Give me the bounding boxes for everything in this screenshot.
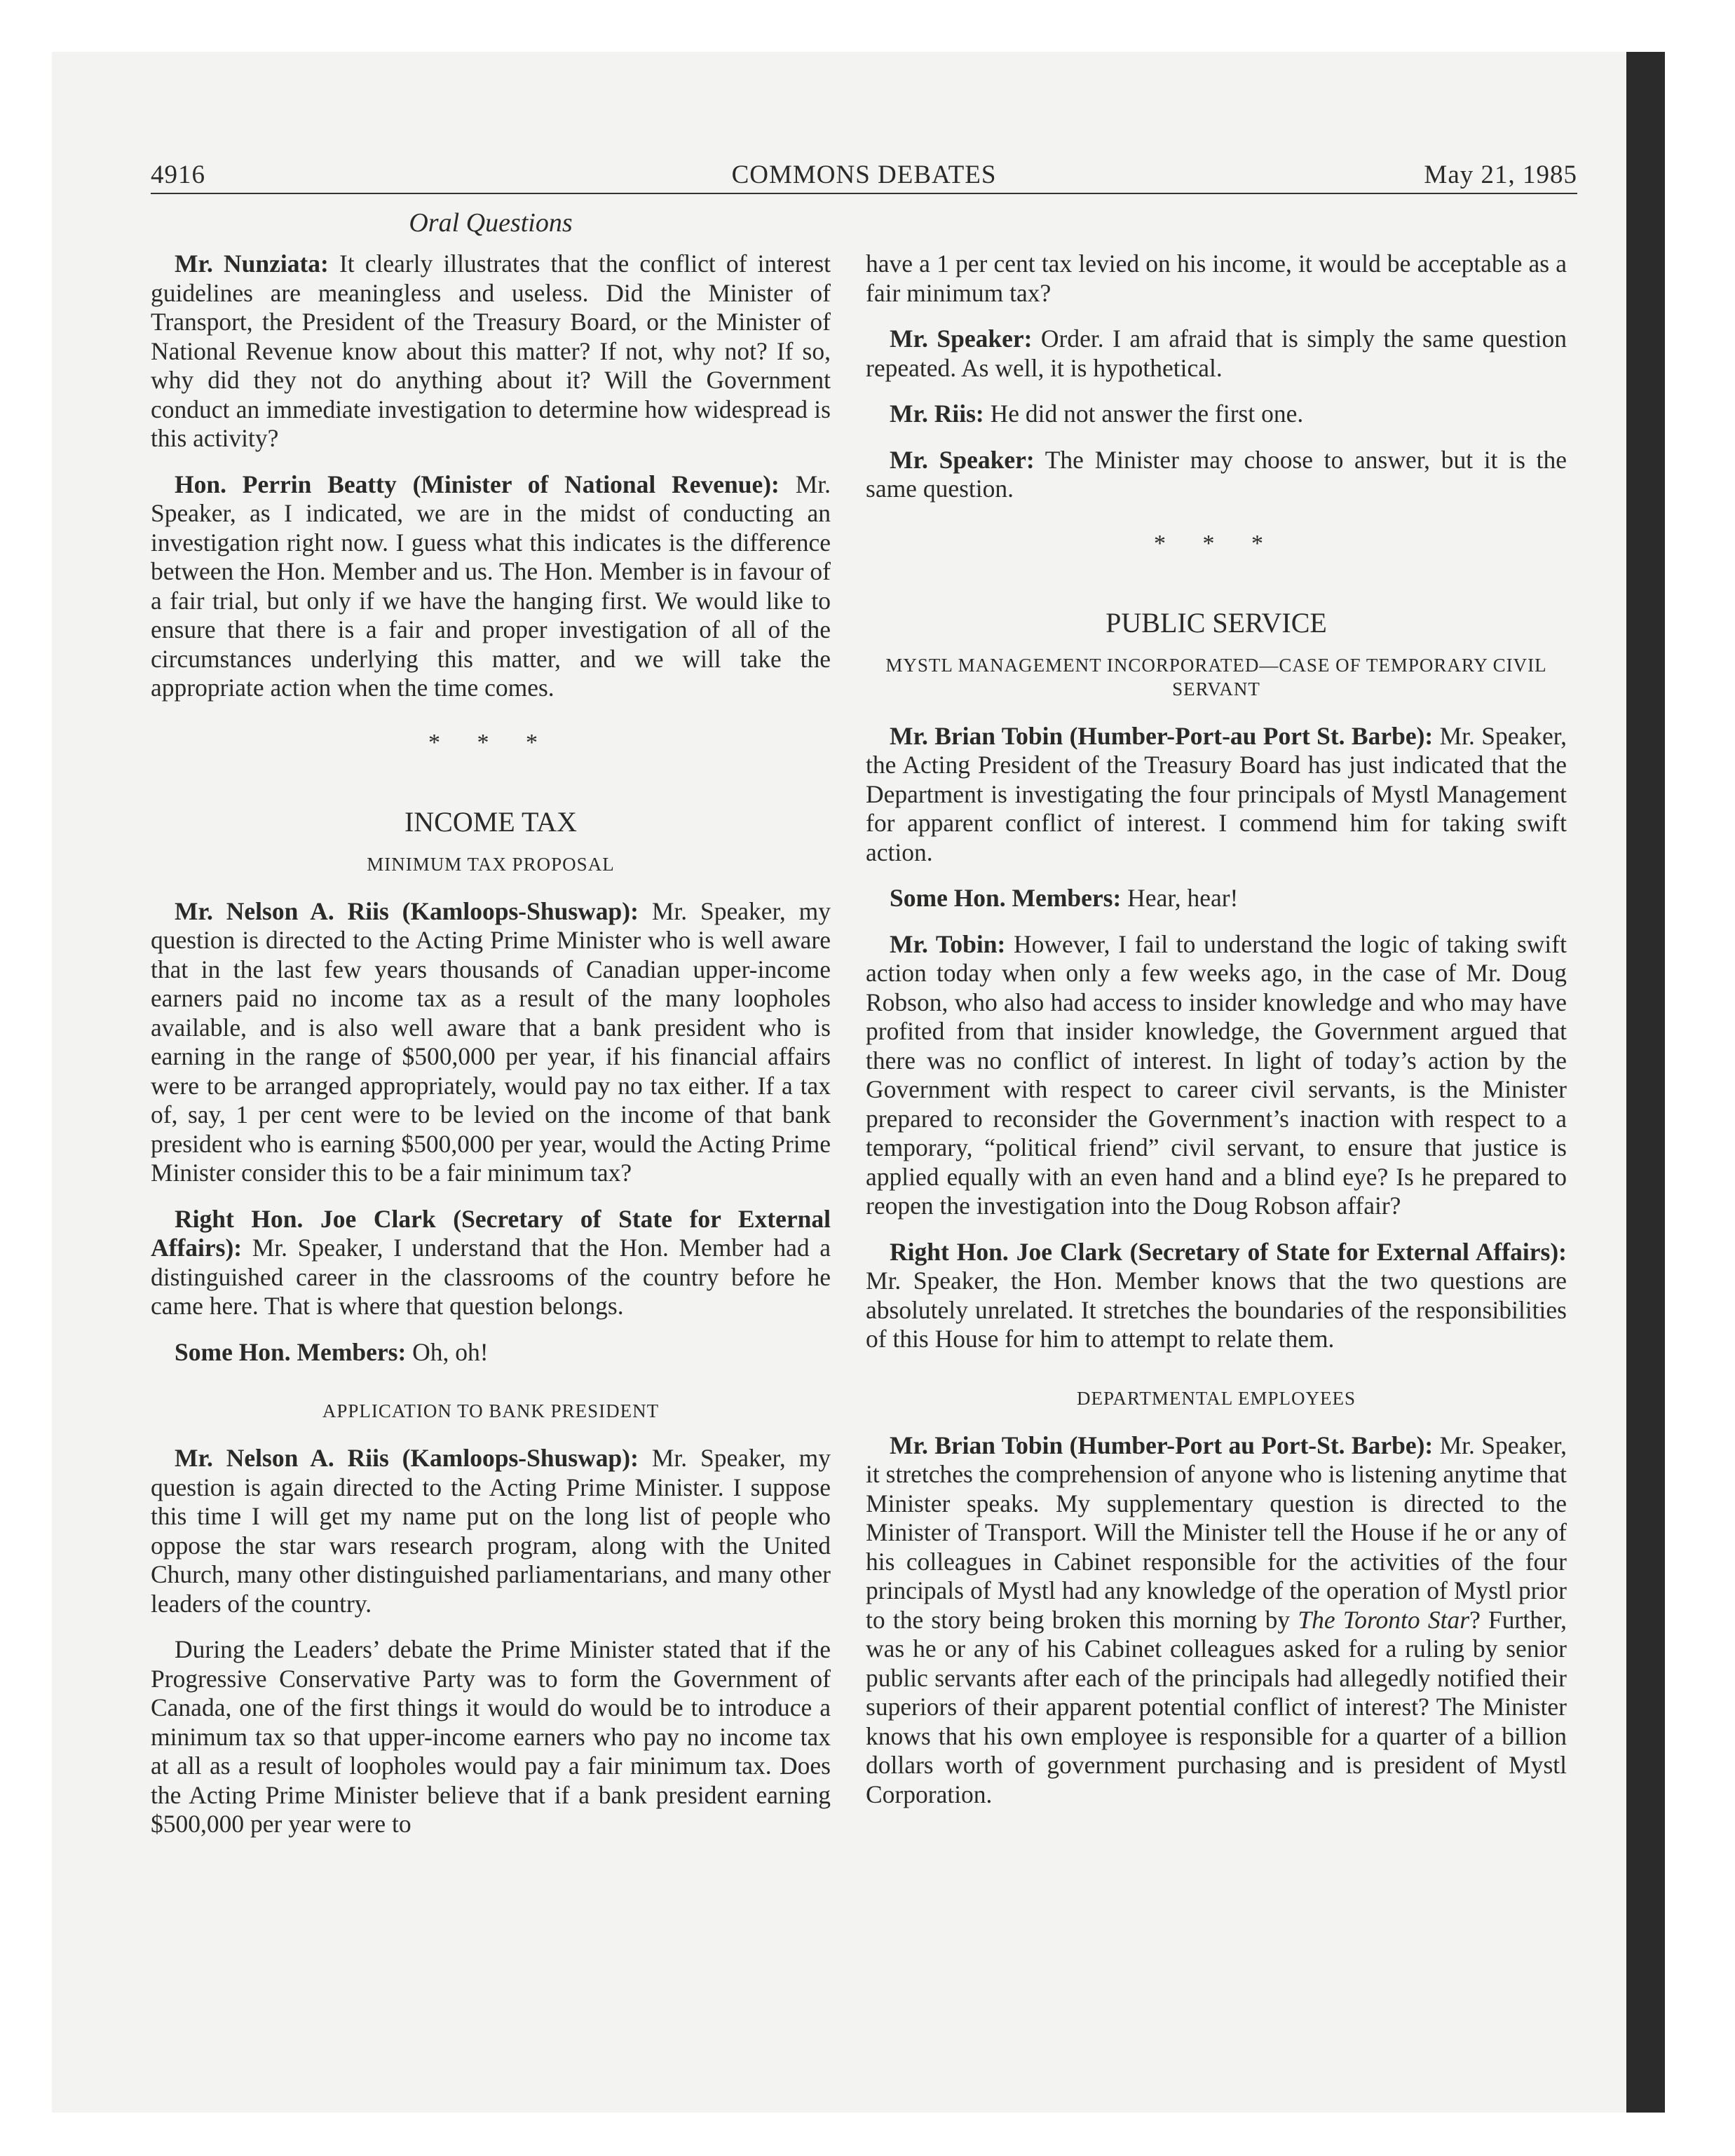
right-column [866, 250, 1567, 1826]
paragraph [866, 400, 1567, 429]
subsection-heading: MINIMUM TAX PROPOSAL [367, 853, 615, 875]
paragraph: During the Leaders’ debate the Prime Minister stated that if the Progressive Conservative Party was to form the Government of Canada, one of the first things it would do would be to introduce a minimum tax so that upper-income earners who pay no income tax at all as a result of loopholes would pay a fair minimum tax. Does the Acting Prime Minister believe that if a bank president earning $500,000 per year were to [151, 1635, 831, 1838]
paragraph-text: He did not answer the first one. [984, 400, 1304, 428]
paragraph-text: Mr. Speaker, my question is directed to the Acting Prime Minister who is well aware that in the last few years thousands of Canadian upper-income earners paid no income tax as a result of the many loopholes available, and is also well aware that a bank president who is earning in the range of $500,000 per year, if his financial affairs were to be arranged appropriately, would pay no tax either. If a tax of, say, 1 per cent were to be levied on the income of that bank president who is earning $500,000 per year, would the Acting Prime Minister consider this to be a fair minimum tax? [151, 896, 831, 1187]
speaker-name: Right Hon. Joe Clark (Secretary of State for External Affairs): [151, 1204, 831, 1262]
header-rule [151, 193, 1577, 194]
paragraph-text: Mr. Speaker, the Acting President of the Treasury Board has just indicated that the Department is investigating the four principals of Mystl Management for apparent conflict of interest. I commend him for taking swift action. [866, 721, 1567, 866]
paragraph-text: Mr. Speaker, I understand that the Hon. Member had a distinguished career in the classrooms of the country before he came here. That is where that question belongs. [151, 1234, 831, 1320]
speaker-name: Some Hon. Members: [890, 884, 1122, 912]
paragraph-text: Mr. Speaker, as I indicated, we are in the midst of conducting an investigation right now. I guess what this indicates is the difference between the Hon. Member and us. The Hon. Member is in favour of a fair trial, but only if we have the hanging first. We would like to ensure that there is a fair and proper investigation of all of the circumstances underlying this matter, and we will take the appropriate action when the time comes. [151, 470, 831, 702]
speaker-name: Mr. Speaker: [890, 445, 1035, 474]
paragraph-text: Mr. Speaker, my question is again directed to the Acting Prime Minister. I suppose this time I will get my name put on the long list of people who oppose the star wars research program, along with the United Church, many other distinguished parliamentarians, and many other leaders of the country. [151, 1444, 831, 1618]
paragraph [866, 884, 1567, 913]
speaker-name: Mr. Nelson A. Riis (Kamloops-Shuswap): [175, 1444, 639, 1472]
speaker-name: Mr. Nelson A. Riis (Kamloops-Shuswap): [175, 896, 639, 925]
paragraph-text: Hear, hear! [1121, 884, 1239, 912]
speaker-name: Hon. Perrin Beatty (Minister of National Revenue): [175, 470, 780, 498]
paragraph [151, 250, 831, 453]
section-heading: PUBLIC SERVICE [1105, 607, 1327, 639]
newspaper-title: The Toronto Star [1298, 1605, 1470, 1634]
section-separator: * * * [428, 729, 553, 756]
paragraph-text: Mr. Speaker, it stretches the comprehension of anyone who is listening anytime that Minister speaks. My supplementary question is directed to the Minister of Transport. Will the Minister tell the House if he or any of his colleagues in Cabinet responsible for the activities of the four principals of Mystl had any knowledge of the operation of Mystl prior to the story being broken this morning by [866, 1431, 1567, 1634]
speaker-name: Mr. Riis: [890, 400, 984, 428]
paragraph [151, 470, 831, 703]
subsection-heading: MYSTL MANAGEMENT INCORPORATED—CASE OF TEMPORARY CIVIL SERVANT [885, 654, 1547, 700]
paragraph [866, 1238, 1567, 1354]
paragraph-continued: have a 1 per cent tax levied on his income, it would be acceptable as a fair minimum tax? [866, 250, 1567, 307]
publication-date: May 21, 1985 [1424, 161, 1577, 189]
subsection-heading: APPLICATION TO BANK PRESIDENT [322, 1400, 660, 1421]
publication-title: COMMONS DEBATES [731, 161, 997, 189]
speaker-name: Mr. Nunziata: [175, 250, 329, 278]
left-column [151, 250, 831, 1856]
speaker-name: Some Hon. Members: [175, 1337, 407, 1366]
paragraph [151, 1205, 831, 1321]
paragraph-text: However, I fail to understand the logic of taking swift action today when only a few weeks ago, in the case of Mr. Doug Robson, who also had access to insider knowledge and who may have profited from that insider knowledge, the Government argued that there was no conflict of interest. In light of today’s action by the Government with respect to career civil servants, is the Minister prepared to reconsider the Government’s inaction with respect to a temporary, “political friend” civil servant, to ensure that justice is applied equally with an even hand and a blind eye? Is he prepared to reopen the investigation into the Doug Robson affair? [866, 929, 1567, 1220]
paragraph [151, 897, 831, 1188]
paragraph-text: Mr. Speaker, the Hon. Member knows that the two questions are absolutely unrelated. It stretches the boundaries of the responsibilities of this House for him to attempt to relate them. [866, 1267, 1567, 1353]
paragraph-text: Oh, oh! [406, 1337, 489, 1366]
speaker-name: Right Hon. Joe Clark (Secretary of State for External Affairs): [890, 1237, 1567, 1266]
running-head: Oral Questions [409, 208, 573, 238]
paragraph [151, 1444, 831, 1618]
paragraph [866, 1431, 1567, 1810]
paragraph-text: ? Further, was he or any of his Cabinet colleagues asked for a ruling by senior public servants after each of the principals had allegedly notified their superiors of their apparent potential conflict of interest? The Minister knows that his own employee is responsible for a quarter of a billion dollars worth of government purchasing and is president of Mystl Corporation. [866, 1605, 1567, 1808]
paragraph [151, 1338, 831, 1367]
binding-edge [1626, 52, 1665, 2113]
speaker-name: Mr. Brian Tobin (Humber-Port au Port-St. Barbe): [890, 1431, 1434, 1459]
section-separator: * * * [1154, 530, 1279, 557]
paragraph [866, 325, 1567, 383]
paragraph-text: Order. I am afraid that is simply the same question repeated. As well, it is hypothetical. [866, 325, 1567, 382]
paragraph [866, 446, 1567, 504]
paragraph [866, 722, 1567, 868]
speaker-name: Mr. Brian Tobin (Humber-Port-au Port St. Barbe): [890, 721, 1434, 750]
speaker-name: Mr. Tobin: [890, 929, 1006, 958]
paragraph-text: It clearly illustrates that the conflict of interest guidelines are meaningless and useless. Did the Minister of Transport, the President of the Treasury Board, or the Minister of National Revenue know about this matter? If not, why not? If so, why did they not do anything about it? Will the Government conduct an immediate investigation to determine how widespread is this activity? [151, 250, 831, 452]
section-heading: INCOME TAX [404, 806, 578, 838]
page-header [151, 160, 1577, 193]
paragraph-text: The Minister may choose to answer, but it is the same question. [866, 445, 1567, 503]
page-number: 4916 [151, 161, 205, 189]
speaker-name: Mr. Speaker: [890, 325, 1033, 353]
subsection-heading: DEPARTMENTAL EMPLOYEES [1077, 1387, 1356, 1409]
paragraph [866, 930, 1567, 1221]
